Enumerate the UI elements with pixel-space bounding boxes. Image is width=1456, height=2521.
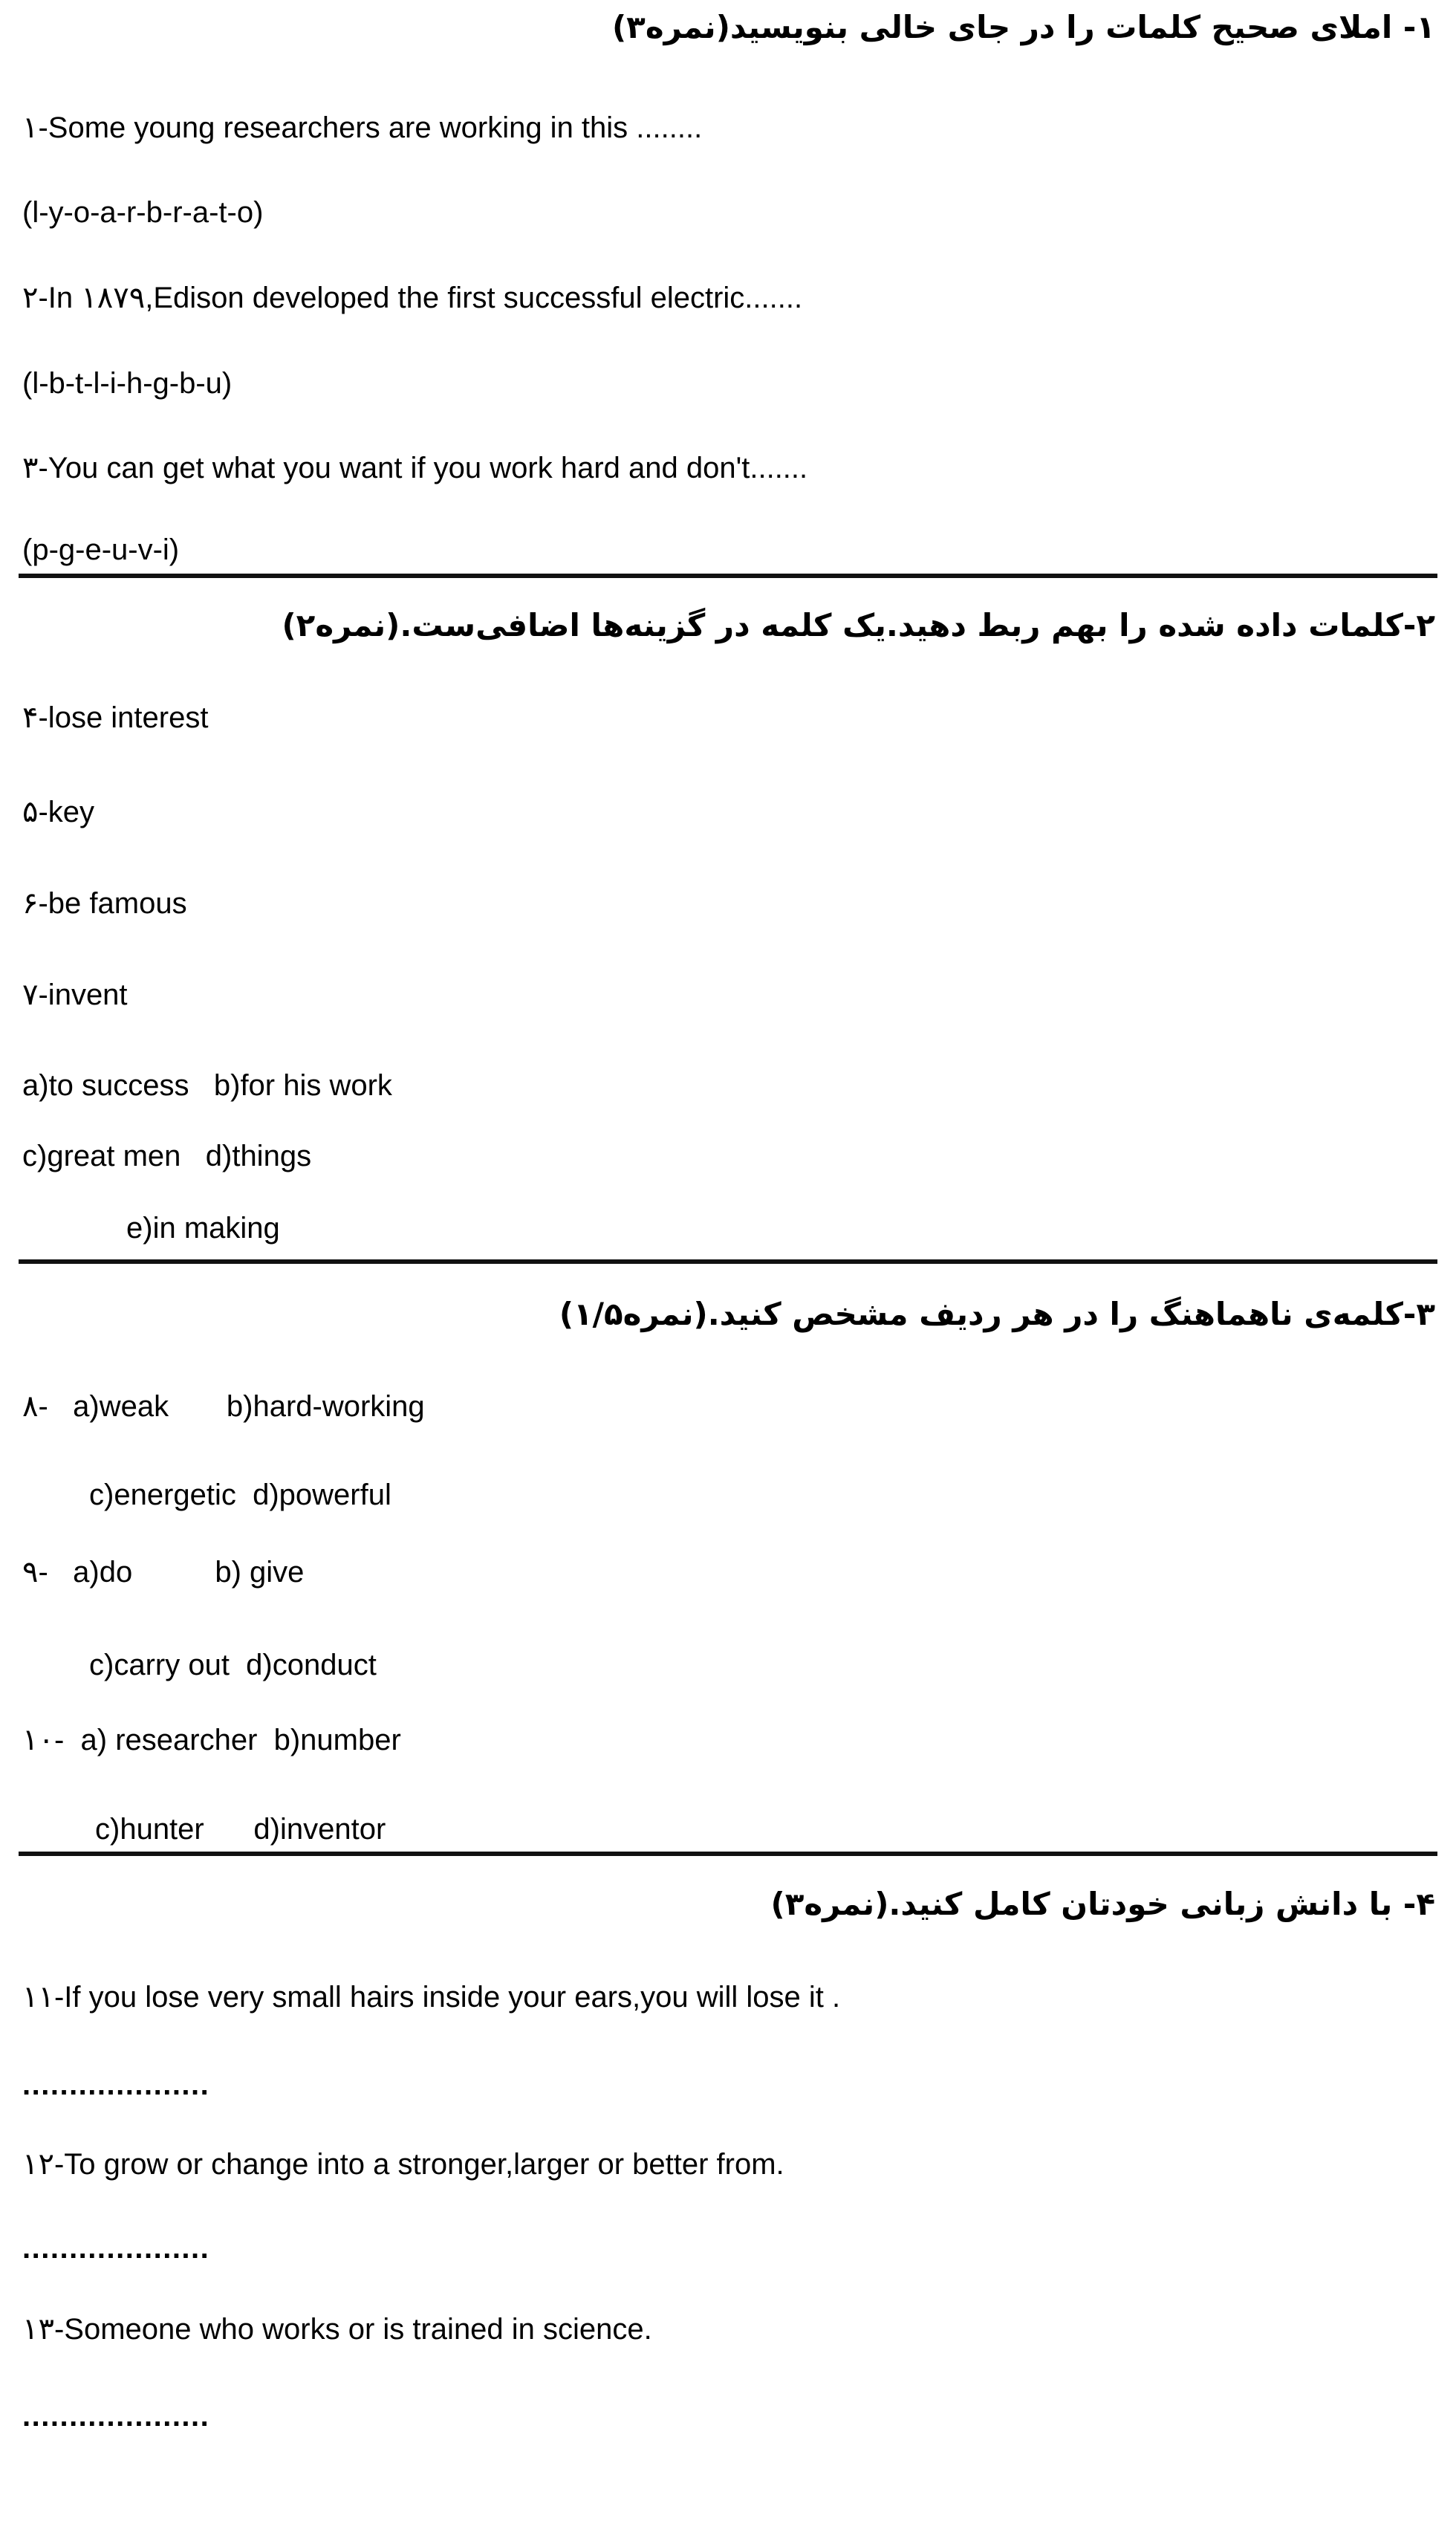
question-2-text: ۲-In ۱۸۷۹,Edison developed the first successful electric....... <box>22 282 803 314</box>
section-4-header-text: ۴- با دانش زبانی خودتان کامل کنید. <box>888 1886 1435 1922</box>
question-10-options-a-b: ۱۰- a) researcher b)number <box>22 1724 401 1756</box>
question-2-scrambled-letters: (l-b-t-l-i-h-g-b-u) <box>22 367 233 400</box>
match-item-6: ۶-be famous <box>22 887 187 920</box>
answer-dotted-line-13: .................... <box>22 2400 210 2433</box>
question-11-text: ۱۱-If you lose very small hairs inside your ears,you will lose it . <box>22 1981 841 2014</box>
question-3-scrambled-letters: (p-g-e-u-v-i) <box>22 533 180 566</box>
section-2-header <box>282 606 1435 646</box>
question-8-options-a-b: ۸- a)weak b)hard-working <box>22 1390 425 1423</box>
section-divider-2 <box>19 1259 1437 1264</box>
question-8-options-c-d: c)energetic d)powerful <box>89 1479 391 1511</box>
question-1-scrambled-letters: (l-y-o-a-r-b-r-a-t-o) <box>22 196 264 229</box>
section-3-header-marks: (۱/۵نمره) <box>559 1296 708 1332</box>
match-item-7: ۷-invent <box>22 979 128 1011</box>
question-13-text: ۱۳-Someone who works or is trained in science. <box>22 2313 652 2346</box>
section-4-header-marks: (۳نمره) <box>770 1886 889 1922</box>
match-item-4: ۴-lose interest <box>22 701 209 734</box>
section-divider-3 <box>19 1852 1437 1856</box>
section-1-header-text: ۱- املای صحیح کلمات را در جای خالی بنویسید <box>729 9 1435 45</box>
section-3-header <box>559 1294 1435 1335</box>
section-3-header-text: ۳-کلمه‌ی ناهماهنگ را در هر ردیف مشخص کنید. <box>707 1296 1435 1332</box>
answer-dotted-line-12: .................... <box>22 2232 210 2265</box>
section-4-header <box>771 1884 1436 1925</box>
question-10-options-c-d: c)hunter d)inventor <box>95 1813 386 1846</box>
section-1-header-marks: (۳نمره) <box>611 9 730 45</box>
section-2-header-text: ۲-کلمات داده شده را بهم ربط دهید.یک کلمه در گزینه‌ها اضافی‌ست. <box>400 607 1435 643</box>
section-divider-1 <box>19 574 1437 578</box>
match-options-a-b: a)to success b)for his work <box>22 1069 392 1102</box>
match-options-c-d: c)great men d)things <box>22 1140 312 1172</box>
question-9-options-c-d: c)carry out d)conduct <box>89 1649 377 1681</box>
question-9-options-a-b: ۹- a)do b) give <box>22 1556 305 1589</box>
section-1-header <box>612 7 1435 48</box>
question-12-text: ۱۲-To grow or change into a stronger,larger or better from. <box>22 2148 784 2181</box>
question-3-text: ۳-You can get what you want if you work hard and don't....... <box>22 452 808 484</box>
match-option-e: e)in making <box>126 1212 280 1245</box>
section-2-header-marks: (۲نمره) <box>282 607 400 643</box>
answer-dotted-line-11: .................... <box>22 2069 210 2101</box>
match-item-5: ۵-key <box>22 796 95 828</box>
question-1-text: ۱-Some young researchers are working in this ........ <box>22 111 703 144</box>
